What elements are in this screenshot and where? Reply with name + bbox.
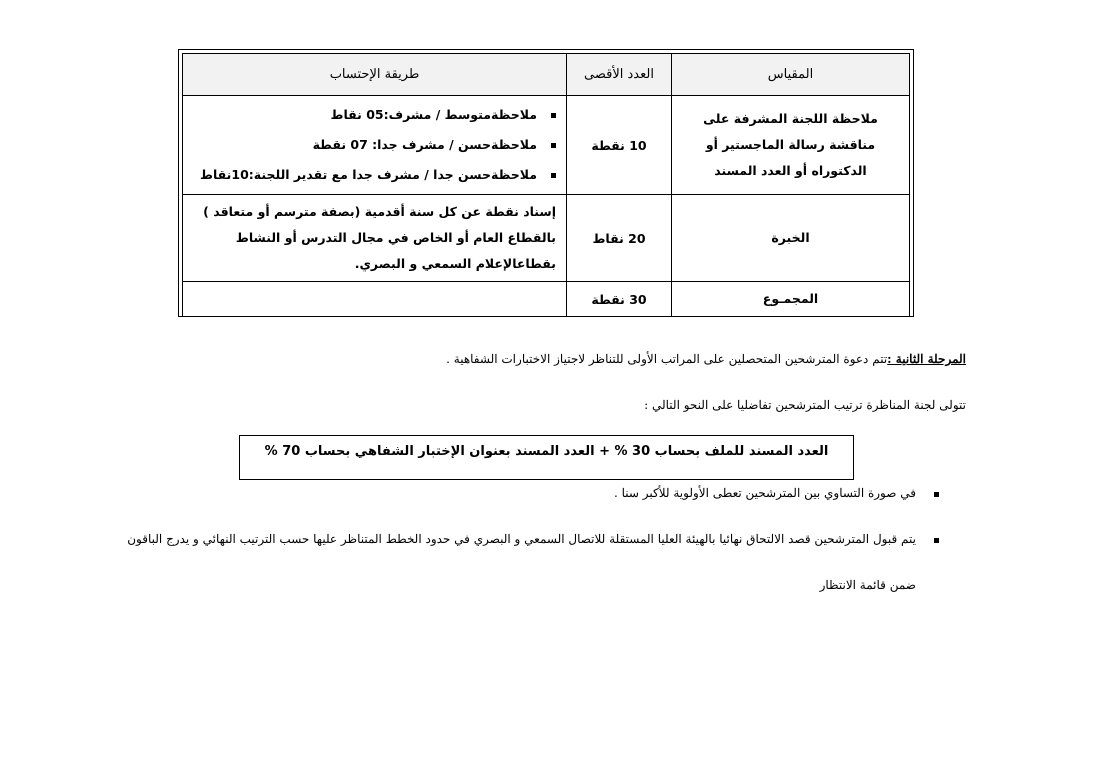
tie-rule: في صورة التساوي بين المترشحين تعطى الأولوية للأكبر سنا . <box>613 486 916 500</box>
experience-text: إسناد نقطة عن كل سنة أقدمية (بصفة مترسم أو متعاقد ) بالقطاع العام أو الخاص في مجال التدرس أو النشاط بقطاعالإعلام السمعي و البصري. <box>203 204 556 271</box>
criteria-table-frame <box>178 49 914 317</box>
formula-text: العدد المسند للملف بحساب 30 % + العدد المسند بعنوان الإختبار الشفاهي بحساب 70 % <box>264 444 829 459</box>
acceptance-rule-line1: يتم قبول المترشحين قصد الالتحاق نهائيا بالهيئة العليا المستقلة للاتصال السمعي و البصري في حدود الخطط المتناظر عليها حسب الترتيب النهائي و يدرج الباقون <box>127 532 916 546</box>
stage2-label: المرحلة الثانية : <box>887 352 966 366</box>
ranking-intro: تتولى لجنة المناظرة ترتيب المترشحين تفاضليا على النحو التالي : <box>644 398 966 412</box>
stage2-text: تتم دعوة المترشحين المتحصلين على المراتب الأولى للتناظر لاجتياز الاختبارات الشفاهية . <box>446 352 888 366</box>
square-bullet-icon <box>551 173 556 178</box>
table-row <box>183 96 910 195</box>
criterion-cell: ملاحظة اللجنة المشرفة على مناقشة رسالة الماجستير أو الدكتوراه أو العدد المسند <box>672 96 910 195</box>
table-row <box>183 282 910 317</box>
method-cell <box>183 96 567 195</box>
criteria-table <box>182 53 910 317</box>
criterion-cell: المجمـوع <box>672 282 910 317</box>
acceptance-rule-line2: ضمن قائمة الانتظار <box>819 578 916 592</box>
max-cell: 30 نقطة <box>567 282 672 317</box>
stage2-paragraph <box>446 352 966 366</box>
max-cell: 20 نقاط <box>567 195 672 282</box>
table-row <box>183 195 910 282</box>
list-item: ملاحظةمتوسط / مشرف:05 نقاط <box>193 100 556 130</box>
square-bullet-icon <box>551 143 556 148</box>
criterion-cell: الخبرة <box>672 195 910 282</box>
header-max: العدد الأقصى <box>567 54 672 96</box>
list-item: ملاحظةحسن / مشرف جدا: 07 نقطة <box>193 130 556 160</box>
header-method: طريقة الإحتساب <box>183 54 567 96</box>
method-cell <box>183 195 567 282</box>
bullet-icon <box>934 492 939 497</box>
max-cell: 10 نقطة <box>567 96 672 195</box>
formula-box <box>239 435 854 480</box>
method-list <box>193 100 556 190</box>
method-cell <box>183 282 567 317</box>
list-item: ملاحظةحسن جدا / مشرف جدا مع تقدير اللجنة:10نقاط <box>193 160 556 190</box>
header-criterion: المقياس <box>672 54 910 96</box>
table-header-row <box>183 54 910 96</box>
bullet-icon <box>934 538 939 543</box>
square-bullet-icon <box>551 113 556 118</box>
